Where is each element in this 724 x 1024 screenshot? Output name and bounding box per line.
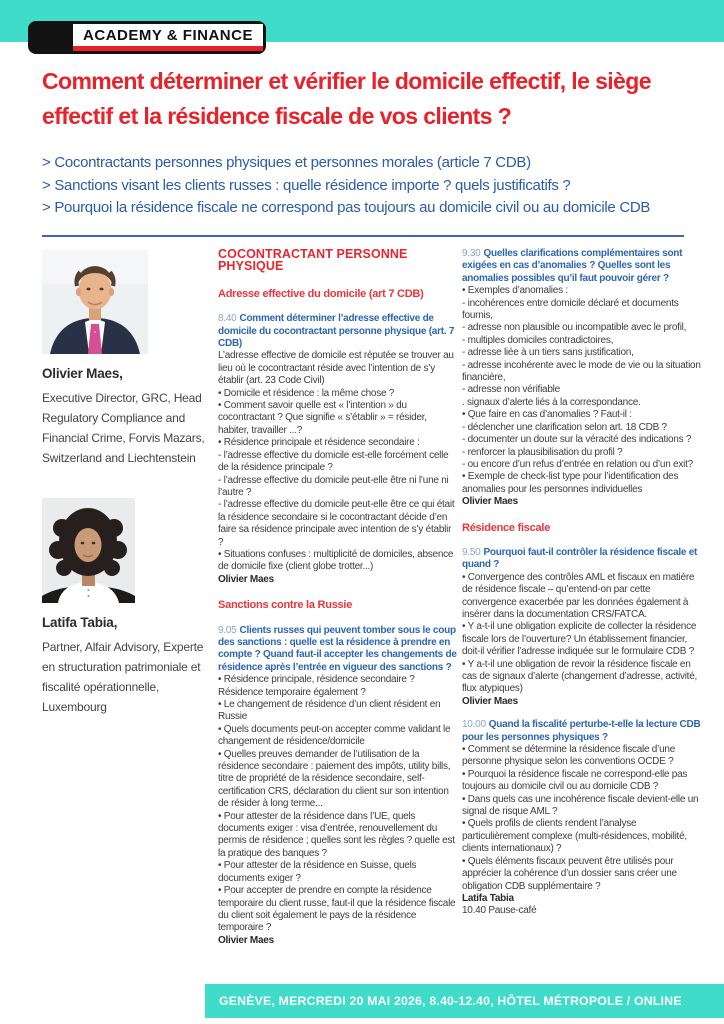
heading-adresse-effective: Adresse effective du domicile (art 7 CDB) xyxy=(218,287,424,300)
program-item: L’adresse effective de domicile est réputée se trouver au lieu où le cocontractant réside avec l’intention de s’y établir (art. 23 Code Civil) xyxy=(218,350,454,387)
program-item: • Comment se détermine la résidence fiscale d’une personne physique selon les conventions OCDE ? xyxy=(462,744,676,768)
program-item: • Pour attester de la résidence dans l’UE, quels documents exiger : visa d’entrée, renouvellement du permis de résidence ; quelles sont les règles ? quelle est la pratique des banques ? xyxy=(218,810,455,859)
program-item: - adresse incohérente avec le mode de vie ou la situation financière, xyxy=(462,359,701,384)
program-item: - adresse non vérifiable xyxy=(462,384,560,396)
program-item: - l’adresse effective du domicile peut-elle être ce qui était la résidence secondaire si le cocontractant décide d’en faire sa résidence principale avec intention de s’y établir ? xyxy=(218,499,455,548)
intro-bullet: > Pourquoi la résidence fiscale ne correspond pas toujours au domicile civil ou au domicile CDB xyxy=(42,199,651,216)
speaker-photo-latifa-tabia xyxy=(42,498,218,603)
speaker-block-latifa-tabia xyxy=(42,498,218,717)
program-item: - déclencher une clarification selon art. 18 CDB ? xyxy=(462,421,667,433)
session-time: 9.05 xyxy=(218,624,237,636)
heading-sanctions-russie: Sanctions contre la Russie xyxy=(218,599,353,612)
program-item: • Exemples d’anomalies : xyxy=(462,285,568,297)
program-item: - l’adresse effective du domicile est-elle forcément celle de la résidence principale ? xyxy=(218,449,449,474)
program-item: - adresse liée à un tiers sans justification, xyxy=(462,347,634,359)
session-items xyxy=(218,674,458,935)
program-item: • Situations confuses : multiplicité de domiciles, absence de domicile fixe (client globe trotter...) xyxy=(218,548,454,573)
session-9-50 xyxy=(462,547,702,708)
session-title xyxy=(462,719,702,744)
pause-line xyxy=(462,905,702,917)
page-title: Comment déterminer et vérifier le domicile effectif, le siège effectif et la résidence fiscale de vos clients ? xyxy=(42,68,651,129)
pause-time: 10.40 xyxy=(462,905,486,917)
session-items xyxy=(218,350,458,573)
program-item: • Quels documents peut-on accepter comme validant le changement de résidence/domicile xyxy=(218,723,451,748)
session-speaker: Latifa Tabia xyxy=(462,892,514,904)
session-time: 9.50 xyxy=(462,546,481,558)
program-item: • Dans quels cas une incohérence fiscale devient-elle un signal de risque AML ? xyxy=(462,793,699,818)
program-item: • Domicile et résidence : la même chose ? xyxy=(218,387,395,399)
portrait-man-suit-pink-tie-icon xyxy=(42,250,148,354)
program-item: - adresse non plausible ou incompatible avec le profil, xyxy=(462,322,687,334)
session-question: Clients russes qui peuvent tomber sous le coup des sanctions : quelle est la résidence à prendre en compte ? Quand faut-il accepter les changements de résidence après l’entrée en vigueur des sanctions ? xyxy=(218,624,457,673)
program-item: • Y a-t-il une obligation de revoir la résidence fiscale en cas de signaux d’alerte (changement d’adresse, activité, flux atypiques) xyxy=(462,658,698,695)
session-items xyxy=(462,744,702,893)
session-title xyxy=(218,313,458,350)
speaker-photo-olivier-maes xyxy=(42,250,218,354)
program-item: - documenter un doute sur la véracité des indications ? xyxy=(462,434,692,446)
program-item: • Que faire en cas d’anomalies ? Faut-il : xyxy=(462,409,632,421)
session-time: 10.00 xyxy=(462,719,486,731)
program-section-header: COCONTRACTANT PERSONNE PHYSIQUE xyxy=(218,247,408,274)
program-column-2 xyxy=(462,248,702,918)
program-item: • Comment savoir quelle est « l’intention » du cocontractant ? Que signifie « s’établir » = résider, habiter, travailler ...? xyxy=(218,400,427,436)
academy-finance-logo xyxy=(28,21,266,54)
event-footer-banner: GENÈVE, MERCREDI 20 MAI 2026, 8.40-12.40, HÔTEL MÉTROPOLE / ONLINE xyxy=(205,984,724,1018)
session-time: 9.30 xyxy=(462,248,481,259)
program-item: - incohérences entre domicile déclaré et documents fournis, xyxy=(462,297,679,322)
speaker-block-olivier-maes xyxy=(42,250,218,468)
intro-bullets xyxy=(42,152,722,220)
session-speaker: Olivier Maes xyxy=(218,934,274,946)
session-items xyxy=(462,285,702,496)
intro-bullet: > Sanctions visant les clients russes : quelle résidence importe ? quels justificatifs ? xyxy=(42,176,571,194)
program-item: • Pour attester de la résidence en Suisse, quels documents exiger ? xyxy=(218,860,417,884)
session-8-40 xyxy=(218,313,458,586)
logo-text: ACADEMY & FINANCE xyxy=(73,24,263,46)
program-item: . signaux d’alerte liés à la correspondance. xyxy=(462,396,641,408)
program-item: • Le changement de résidence d’un client résident en Russie xyxy=(218,699,441,723)
program-item: - ou encore d’un refus d’entrée en relation ou d’un exit? xyxy=(462,458,693,470)
program-item: • Résidence principale, résidence secondaire ? Résidence temporaire également ? xyxy=(218,674,415,698)
program-item: • Y a-t-il une obligation explicite de collecter la résidence fiscale lors de l’ouverture? Un établissement financier, doit-il vérifier l’adresse indiquée sur le formulaire CDB ? xyxy=(462,621,697,658)
program-item: • Résidence principale et résidence secondaire : xyxy=(218,437,420,449)
session-title xyxy=(462,248,702,285)
session-time: 8.40 xyxy=(218,313,237,325)
program-item: • Convergence des contrôles AML et fiscaux en matière de résidence fiscale – qu’entend-on par cette convergence exacerbée par les données également à insérer dans la documentation CRS/FATCA. xyxy=(462,571,695,620)
speaker-bio: Partner, Alfair Advisory, Experte en structuration patrimoniale et fiscalité opérationnelle, Luxembourg xyxy=(42,640,204,714)
program-item: • Quelles preuves demander de l’utilisation de la résidence secondaire : paiement des impôts, utility bills, titre de propriété de la résidence secondaire, self-certification CRS, déclaration du client sur son intention de résider à long terme... xyxy=(218,748,451,810)
program-column-1 xyxy=(218,248,458,947)
speakers-column xyxy=(42,250,218,717)
session-items xyxy=(462,572,702,696)
session-question: Quand la fiscalité perturbe-t-elle la lecture CDB pour les personnes physiques ? xyxy=(462,719,701,743)
session-title xyxy=(462,547,702,572)
program-item: - renforcer la plausibilisation du profil ? xyxy=(462,446,623,458)
intro-bullet: > Cocontractants personnes physiques et personnes morales (article 7 CDB) xyxy=(42,154,531,171)
program-item: - multiples domiciles contradictoires, xyxy=(462,334,614,346)
session-10-00 xyxy=(462,719,702,905)
program-item: - l’adresse effective du domicile peut-elle être ni l’une ni l’autre ? xyxy=(218,474,449,498)
program-item: • Pour accepter de prendre en compte la résidence temporaire du client russe, faut-il que la résidence fiscale du client soit également le pays de la résidence temporaire ? xyxy=(218,885,456,934)
session-9-05 xyxy=(218,625,458,948)
speaker-name: Olivier Maes, xyxy=(42,366,123,381)
session-question: Comment déterminer l’adresse effective de domicile du cocontractant personne physique (art. 7 CDB) xyxy=(218,313,455,350)
heading-residence-fiscale: Résidence fiscale xyxy=(462,521,551,534)
program-item: • Quels profils de clients rendent l’analyse particulièrement complexe (multi-résidences, mobilité, clients internationaux) ? xyxy=(462,818,687,855)
session-question: Quelles clarifications complémentaires sont exigées en cas d’anomalies ? Quelles sont les anomalies possibles qu’il faut pouvoir gérer ? xyxy=(462,248,683,284)
session-question: Pourquoi faut-il contrôler la résidence fiscale et quand ? xyxy=(462,546,698,571)
speaker-name: Latifa Tabia, xyxy=(42,615,118,630)
divider-line xyxy=(42,235,684,237)
session-9-30 xyxy=(462,248,702,509)
pause-label: Pause-café xyxy=(488,905,537,917)
program-item: • Quels éléments fiscaux peuvent être utilisés pour apprécier la cohérence d’un dossier sans créer une obligation CDB supplémentaire ? xyxy=(462,855,677,892)
session-speaker: Olivier Maes xyxy=(218,573,274,585)
program-item: • Exemple de check-list type pour l’identification des anomalies pour les personnes individuelles xyxy=(462,471,679,495)
portrait-woman-curly-hair-icon xyxy=(42,498,135,603)
speaker-bio: Executive Director, GRC, Head Regulatory Compliance and Financial Crime, Forvis Mazars, Switzerland and Liechtenstein xyxy=(42,391,205,465)
session-speaker: Olivier Maes xyxy=(462,695,518,707)
logo-red-bar xyxy=(73,46,263,51)
program-item: • Pourquoi la résidence fiscale ne correspond-elle pas toujours au domicile civil ou au domicile CDB ? xyxy=(462,768,688,793)
session-title xyxy=(218,625,458,675)
session-speaker: Olivier Maes xyxy=(462,496,518,508)
logo-inner xyxy=(73,24,263,51)
